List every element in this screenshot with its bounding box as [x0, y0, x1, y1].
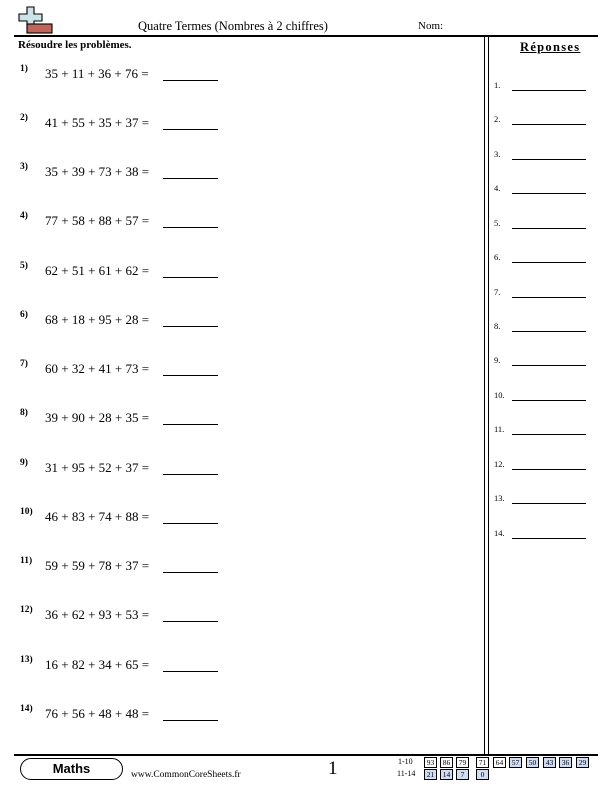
problem-expression: 35 + 39 + 73 + 38 =	[45, 164, 150, 179]
score-key-cell: 93	[424, 757, 437, 768]
answer-field[interactable]	[512, 193, 586, 194]
answer-number: 5.	[494, 218, 501, 228]
score-key-cell: 29	[576, 757, 589, 768]
answer-field[interactable]	[512, 297, 586, 298]
answer-blank[interactable]	[163, 621, 218, 622]
answer-field[interactable]	[512, 124, 586, 125]
subject-badge: Maths	[20, 758, 123, 780]
problem-expression: 59 + 59 + 78 + 37 =	[45, 558, 150, 573]
answer-blank[interactable]	[163, 474, 218, 475]
score-key-cell: 57	[509, 757, 522, 768]
answer-blank[interactable]	[163, 720, 218, 721]
score-key-label-1-10: 1-10	[398, 757, 413, 766]
problem-number: 5)	[20, 261, 28, 271]
problem-number: 9)	[20, 458, 28, 468]
problem-number: 10)	[20, 507, 33, 517]
problem-expression: 62 + 51 + 61 + 62 =	[45, 263, 150, 278]
score-key-cell: 14	[440, 769, 453, 780]
answer-blank[interactable]	[163, 129, 218, 130]
answer-number: 11.	[494, 424, 505, 434]
score-key-cell: 50	[526, 757, 539, 768]
answer-number: 9.	[494, 355, 501, 365]
problem-number: 13)	[20, 655, 33, 665]
score-key-cell: 36	[559, 757, 572, 768]
answer-field[interactable]	[512, 434, 586, 435]
problem-number: 7)	[20, 359, 28, 369]
answer-blank[interactable]	[163, 523, 218, 524]
problem-number: 14)	[20, 704, 33, 714]
score-key-cell: 21	[424, 769, 437, 780]
score-key-cell: 64	[493, 757, 506, 768]
answer-blank[interactable]	[163, 424, 218, 425]
answer-field[interactable]	[512, 365, 586, 366]
answer-blank[interactable]	[163, 277, 218, 278]
column-divider-right	[488, 36, 489, 754]
page-number: 1	[328, 758, 338, 779]
score-key-cell: 86	[440, 757, 453, 768]
problem-number: 12)	[20, 605, 33, 615]
problem-number: 11)	[20, 556, 33, 566]
problem-expression: 68 + 18 + 95 + 28 =	[45, 312, 150, 327]
answer-number: 6.	[494, 252, 501, 262]
answer-number: 10.	[494, 390, 505, 400]
problem-expression: 76 + 56 + 48 + 48 =	[45, 706, 150, 721]
score-key-cell: 7	[456, 769, 469, 780]
problem-expression: 16 + 82 + 34 + 65 =	[45, 657, 150, 672]
answer-blank[interactable]	[163, 326, 218, 327]
problem-number: 2)	[20, 113, 28, 123]
name-label: Nom:	[418, 20, 444, 32]
answer-blank[interactable]	[163, 375, 218, 376]
answer-number: 8.	[494, 321, 501, 331]
problem-expression: 31 + 95 + 52 + 37 =	[45, 460, 150, 475]
answer-field[interactable]	[512, 90, 586, 91]
column-divider-left	[484, 36, 485, 754]
footer-divider	[14, 754, 598, 756]
answer-blank[interactable]	[163, 671, 218, 672]
website-link[interactable]: www.CommonCoreSheets.fr	[131, 770, 241, 780]
answer-blank[interactable]	[163, 227, 218, 228]
problem-expression: 46 + 83 + 74 + 88 =	[45, 509, 150, 524]
answer-field[interactable]	[512, 469, 586, 470]
answer-number: 4.	[494, 183, 501, 193]
problem-number: 3)	[20, 162, 28, 172]
answer-field[interactable]	[512, 538, 586, 539]
answer-number: 1.	[494, 80, 501, 90]
problem-number: 8)	[20, 408, 28, 418]
answer-field[interactable]	[512, 228, 586, 229]
worksheet-title: Quatre Termes (Nombres à 2 chiffres)	[138, 19, 328, 33]
answer-field[interactable]	[512, 400, 586, 401]
answer-number: 12.	[494, 459, 505, 469]
answer-blank[interactable]	[163, 178, 218, 179]
answer-blank[interactable]	[163, 80, 218, 81]
problem-expression: 35 + 11 + 36 + 76 =	[45, 66, 149, 81]
answer-number: 3.	[494, 149, 501, 159]
problem-expression: 60 + 32 + 41 + 73 =	[45, 361, 150, 376]
answer-blank[interactable]	[163, 572, 218, 573]
problem-number: 4)	[20, 211, 28, 221]
answer-field[interactable]	[512, 159, 586, 160]
plus-minus-logo-icon	[16, 6, 54, 36]
problem-expression: 77 + 58 + 88 + 57 =	[45, 213, 150, 228]
score-key-cell: 0	[476, 769, 489, 780]
score-key-cell: 43	[543, 757, 556, 768]
score-key-cell: 79	[456, 757, 469, 768]
answer-field[interactable]	[512, 262, 586, 263]
instructions: Résoudre les problèmes.	[18, 39, 132, 51]
answer-number: 7.	[494, 287, 501, 297]
answer-field[interactable]	[512, 331, 586, 332]
answer-number: 2.	[494, 114, 501, 124]
problem-expression: 39 + 90 + 28 + 35 =	[45, 410, 150, 425]
answer-number: 14.	[494, 528, 505, 538]
problem-expression: 41 + 55 + 35 + 37 =	[45, 115, 150, 130]
problem-number: 6)	[20, 310, 28, 320]
answer-field[interactable]	[512, 503, 586, 504]
score-key-label-11-14: 11-14	[397, 769, 416, 778]
answers-title: Réponses	[520, 40, 581, 54]
answer-number: 13.	[494, 493, 505, 503]
header-divider	[14, 35, 598, 37]
problem-expression: 36 + 62 + 93 + 53 =	[45, 607, 150, 622]
score-key-cell: 71	[476, 757, 489, 768]
problem-number: 1)	[20, 64, 28, 74]
